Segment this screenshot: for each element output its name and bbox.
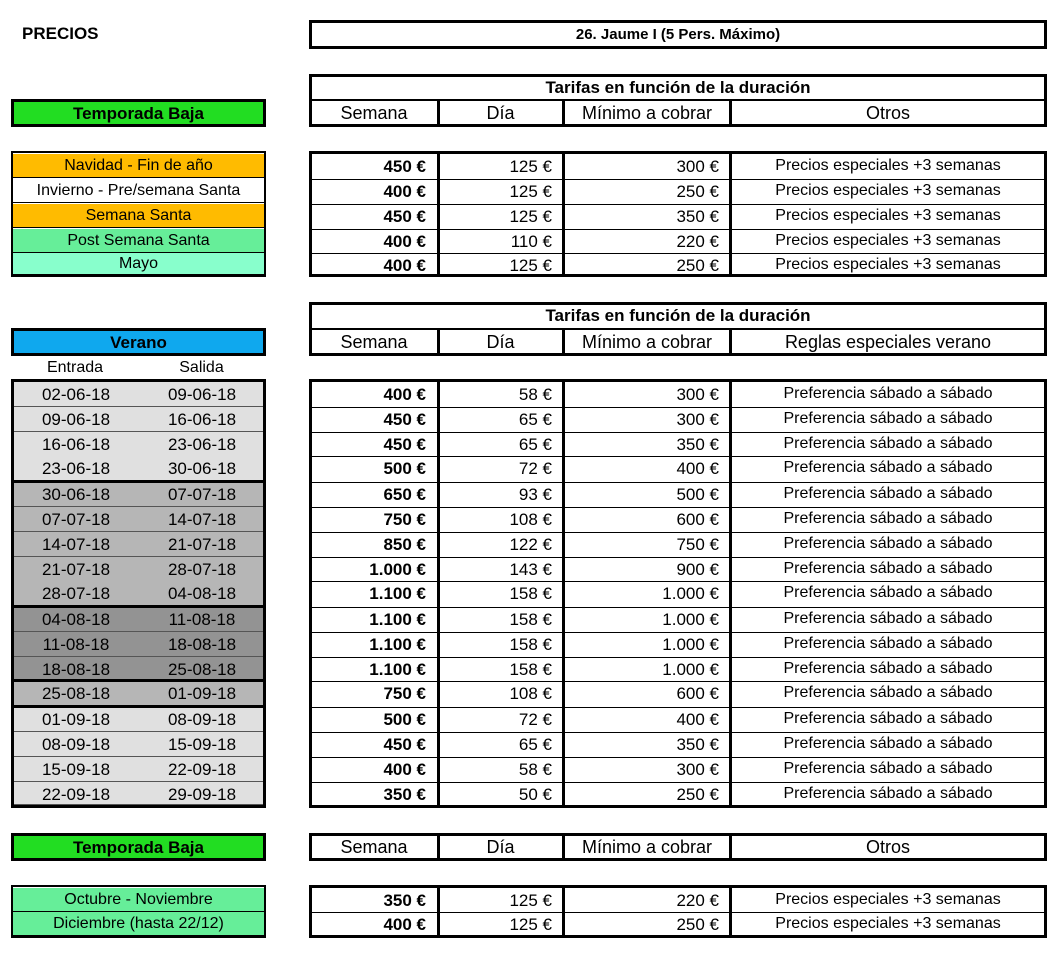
summer-cell-rule: Preferencia sábado a sábado	[783, 560, 993, 577]
summer-cell-day: 58 €	[518, 759, 552, 779]
summer-cell-day: 122 €	[509, 534, 552, 554]
low1-col-header-1: Día	[486, 102, 515, 123]
low1-col-header-2: Mínimo a cobrar	[581, 102, 713, 123]
summer-col-header-3: Reglas especiales verano	[784, 331, 992, 352]
low1-cell-min: 220 €	[676, 231, 719, 251]
summer-date-in: 02-06-18	[41, 384, 111, 404]
low1-cell-min: 250 €	[676, 255, 719, 275]
low1-cell-other: Precios especiales +3 semanas	[775, 256, 1001, 273]
summer-date-out: 30-06-18	[167, 458, 237, 478]
low-season-band-label: Temporada Baja	[72, 103, 204, 123]
summer-date-in: 21-07-18	[41, 559, 111, 579]
summer-cell-week: 450 €	[383, 409, 426, 429]
summer-col-header-0: Semana	[340, 331, 408, 352]
summer-date-in: 08-09-18	[41, 734, 111, 754]
summer-cell-day: 158 €	[509, 583, 552, 603]
low1-cell-week: 450 €	[383, 156, 426, 176]
summer-date-in: 23-06-18	[41, 458, 111, 478]
summer-cell-min: 350 €	[676, 734, 719, 754]
low1-col-header-0: Semana	[340, 102, 408, 123]
low1-cell-week: 450 €	[383, 206, 426, 226]
summer-date-out: 14-07-18	[167, 509, 237, 529]
summer-cell-min: 1.000 €	[662, 634, 719, 654]
summer-cell-min: 300 €	[676, 409, 719, 429]
low1-cell-day: 125 €	[509, 255, 552, 275]
low1-cell-other: Precios especiales +3 semanas	[775, 182, 1001, 199]
summer-cell-min: 400 €	[676, 709, 719, 729]
summer-date-in: 09-06-18	[41, 409, 111, 429]
summer-cell-day: 72 €	[518, 458, 552, 478]
summer-cell-min: 300 €	[676, 759, 719, 779]
summer-date-out: 16-06-18	[167, 409, 237, 429]
summer-cell-week: 1.100 €	[369, 634, 426, 654]
property-name: 26. Jaume I (5 Pers. Máximo)	[575, 26, 781, 43]
summer-cell-day: 93 €	[518, 484, 552, 504]
summer-date-in: 25-08-18	[41, 683, 111, 703]
summer-cell-rule: Preferencia sábado a sábado	[783, 710, 993, 727]
summer-group-header: Tarifas en función de la duración	[545, 306, 811, 325]
summer-cell-week: 500 €	[383, 709, 426, 729]
low2-cell-min: 220 €	[676, 890, 719, 910]
low2-col-header-2: Mínimo a cobrar	[581, 837, 713, 857]
low1-cell-min: 300 €	[676, 156, 719, 176]
summer-cell-day: 50 €	[518, 784, 552, 804]
summer-cell-week: 1.100 €	[369, 609, 426, 629]
low1-cell-week: 400 €	[383, 255, 426, 275]
low2-col-header-0: Semana	[340, 837, 408, 857]
summer-cell-min: 1.000 €	[662, 583, 719, 603]
summer-cell-rule: Preferencia sábado a sábado	[783, 385, 993, 402]
summer-date-in: 18-08-18	[41, 659, 111, 679]
summer-cell-week: 1.000 €	[369, 559, 426, 579]
low1-season-label: Post Semana Santa	[13, 229, 264, 253]
summer-cell-rule: Preferencia sábado a sábado	[783, 635, 993, 652]
low1-cell-other: Precios especiales +3 semanas	[775, 157, 1001, 174]
summer-cell-week: 850 €	[383, 534, 426, 554]
low2-cell-day: 125 €	[509, 890, 552, 910]
summer-cell-day: 72 €	[518, 709, 552, 729]
summer-cell-rule: Preferencia sábado a sábado	[783, 610, 993, 627]
summer-date-out: 28-07-18	[167, 559, 237, 579]
summer-cell-day: 158 €	[509, 659, 552, 679]
summer-date-out: 04-08-18	[167, 583, 237, 603]
summer-cell-week: 1.100 €	[369, 583, 426, 603]
summer-cell-week: 400 €	[383, 384, 426, 404]
summer-date-out: 07-07-18	[167, 484, 237, 504]
low2-cell-week: 400 €	[383, 914, 426, 934]
low2-col-header-1: Día	[486, 837, 515, 857]
low1-group-header: Tarifas en función de la duración	[545, 78, 811, 97]
summer-date-out: 23-06-18	[167, 434, 237, 454]
summer-date-out: 29-09-18	[167, 784, 237, 804]
summer-cell-week: 450 €	[383, 734, 426, 754]
summer-cell-rule: Preferencia sábado a sábado	[783, 684, 993, 701]
summer-cell-rule: Preferencia sábado a sábado	[783, 510, 993, 527]
summer-col-header-1: Día	[486, 331, 515, 352]
summer-cell-min: 300 €	[676, 384, 719, 404]
summer-cell-day: 158 €	[509, 609, 552, 629]
low2-cell-other: Precios especiales +3 semanas	[775, 915, 1001, 932]
summer-cell-min: 600 €	[676, 683, 719, 703]
summer-band-label: Verano	[110, 332, 167, 352]
summer-cell-rule: Preferencia sábado a sábado	[783, 760, 993, 777]
summer-col-header-2: Mínimo a cobrar	[581, 331, 713, 352]
summer-cell-min: 350 €	[676, 434, 719, 454]
summer-date-in: 07-07-18	[41, 509, 111, 529]
low2-cell-min: 250 €	[676, 914, 719, 934]
summer-cell-week: 750 €	[383, 683, 426, 703]
summer-date-out: 01-09-18	[167, 683, 237, 703]
summer-date-out: 25-08-18	[167, 659, 237, 679]
summer-cell-rule: Preferencia sábado a sábado	[783, 660, 993, 677]
summer-date-out: 09-06-18	[167, 384, 237, 404]
low1-cell-day: 125 €	[509, 181, 552, 201]
summer-cell-rule: Preferencia sábado a sábado	[783, 735, 993, 752]
summer-cell-rule: Preferencia sábado a sábado	[783, 435, 993, 452]
summer-cell-min: 1.000 €	[662, 609, 719, 629]
summer-cell-day: 65 €	[518, 434, 552, 454]
low1-season-label: Invierno - Pre/semana Santa	[13, 179, 264, 203]
salida-header: Salida	[179, 359, 224, 376]
low1-cell-min: 250 €	[676, 181, 719, 201]
low-season-band-2-label: Temporada Baja	[72, 837, 204, 857]
summer-date-in: 04-08-18	[41, 609, 111, 629]
low2-season-label: Octubre - Noviembre	[13, 888, 264, 912]
summer-cell-week: 400 €	[383, 759, 426, 779]
low2-season-label: Diciembre (hasta 22/12)	[13, 912, 264, 936]
summer-cell-day: 58 €	[518, 384, 552, 404]
summer-date-in: 28-07-18	[41, 583, 111, 603]
low1-cell-other: Precios especiales +3 semanas	[775, 207, 1001, 224]
summer-cell-week: 1.100 €	[369, 659, 426, 679]
summer-date-out: 22-09-18	[167, 759, 237, 779]
summer-cell-week: 650 €	[383, 484, 426, 504]
summer-cell-min: 1.000 €	[662, 659, 719, 679]
summer-date-in: 01-09-18	[41, 709, 111, 729]
low2-cell-day: 125 €	[509, 914, 552, 934]
summer-cell-rule: Preferencia sábado a sábado	[783, 485, 993, 502]
low1-season-label: Navidad - Fin de año	[13, 154, 264, 178]
summer-date-out: 18-08-18	[167, 634, 237, 654]
summer-date-out: 11-08-18	[168, 609, 236, 629]
low1-cell-other: Precios especiales +3 semanas	[775, 232, 1001, 249]
low1-cell-min: 350 €	[676, 206, 719, 226]
low1-season-label: Semana Santa	[13, 204, 264, 228]
low1-cell-day: 125 €	[509, 206, 552, 226]
summer-date-out: 21-07-18	[167, 534, 237, 554]
low1-cell-week: 400 €	[383, 231, 426, 251]
summer-date-in: 16-06-18	[41, 434, 111, 454]
summer-date-in: 30-06-18	[41, 484, 111, 504]
low1-cell-week: 400 €	[383, 181, 426, 201]
summer-date-out: 08-09-18	[167, 709, 237, 729]
low1-season-label: Mayo	[13, 253, 264, 275]
summer-cell-min: 400 €	[676, 458, 719, 478]
summer-cell-week: 750 €	[383, 509, 426, 529]
summer-date-in: 11-08-18	[42, 634, 110, 654]
summer-date-in: 15-09-18	[41, 759, 111, 779]
summer-cell-day: 65 €	[518, 734, 552, 754]
summer-cell-day: 108 €	[509, 509, 552, 529]
summer-cell-min: 750 €	[676, 534, 719, 554]
summer-cell-rule: Preferencia sábado a sábado	[783, 584, 993, 601]
summer-cell-min: 600 €	[676, 509, 719, 529]
summer-cell-day: 65 €	[518, 409, 552, 429]
summer-cell-day: 108 €	[509, 683, 552, 703]
summer-cell-min: 500 €	[676, 484, 719, 504]
low2-cell-week: 350 €	[383, 890, 426, 910]
summer-cell-rule: Preferencia sábado a sábado	[783, 459, 993, 476]
low1-col-header-3: Otros	[865, 102, 910, 123]
summer-cell-week: 350 €	[383, 784, 426, 804]
page-title: PRECIOS	[22, 23, 99, 43]
summer-cell-rule: Preferencia sábado a sábado	[783, 535, 993, 552]
summer-cell-day: 158 €	[509, 634, 552, 654]
summer-date-in: 22-09-18	[41, 784, 111, 804]
summer-cell-min: 250 €	[676, 784, 719, 804]
summer-cell-week: 500 €	[383, 458, 426, 478]
low1-cell-day: 110 €	[510, 231, 552, 251]
low2-col-header-3: Otros	[865, 837, 910, 857]
low2-cell-other: Precios especiales +3 semanas	[775, 891, 1001, 908]
summer-cell-day: 143 €	[509, 559, 552, 579]
summer-cell-min: 900 €	[676, 559, 719, 579]
summer-cell-rule: Preferencia sábado a sábado	[783, 410, 993, 427]
summer-cell-rule: Preferencia sábado a sábado	[783, 785, 993, 802]
summer-date-out: 15-09-18	[167, 734, 237, 754]
low1-cell-day: 125 €	[509, 156, 552, 176]
summer-cell-week: 450 €	[383, 434, 426, 454]
entrada-header: Entrada	[46, 359, 104, 376]
summer-date-in: 14-07-18	[41, 534, 111, 554]
